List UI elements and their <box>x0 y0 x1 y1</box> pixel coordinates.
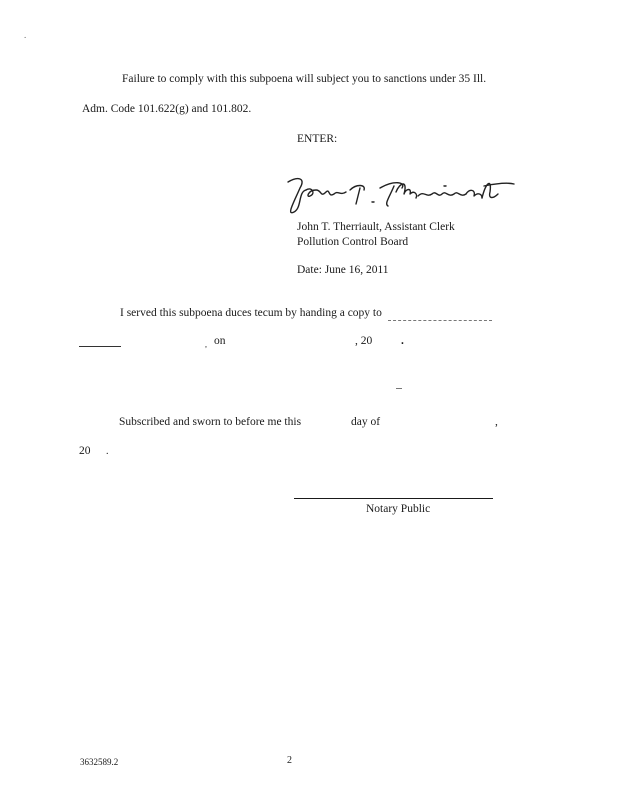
page-number: 2 <box>287 755 292 766</box>
board-name: Pollution Control Board <box>297 236 409 248</box>
clerk-name: John T. Therriault, Assistant Clerk <box>297 221 455 233</box>
on-label: on <box>214 335 226 347</box>
service-period: . <box>401 335 404 347</box>
affidavit-year-label: 20 <box>79 445 91 457</box>
affidavit-period: . <box>106 446 109 457</box>
affidavit-comma: , <box>495 416 498 428</box>
corner-mark: . <box>24 30 27 40</box>
served-person-blank[interactable] <box>388 320 492 321</box>
sworn-statement: Subscribed and sworn to before me this <box>119 416 302 428</box>
server-signature-blank[interactable] <box>396 388 402 389</box>
day-of-label: day of <box>351 416 381 428</box>
enter-label: ENTER: <box>297 133 338 145</box>
service-year-prefix: , 20 <box>355 335 373 347</box>
notary-signature-line <box>294 498 493 499</box>
notary-label: Notary Public <box>366 503 431 515</box>
document-id: 3632589.2 <box>80 757 119 767</box>
sanctions-line-1: Failure to comply with this subpoena will subject you to sanctions under 35 Ill. <box>122 73 487 85</box>
signature-image <box>276 172 516 220</box>
sanctions-line-2: Adm. Code 101.622(g) and 101.802. <box>82 103 252 115</box>
served-name-blank[interactable] <box>79 346 121 347</box>
tick-mark: , <box>205 340 207 349</box>
service-statement: I served this subpoena duces tecum by handing a copy to <box>120 307 382 319</box>
issue-date: Date: June 16, 2011 <box>297 264 389 276</box>
